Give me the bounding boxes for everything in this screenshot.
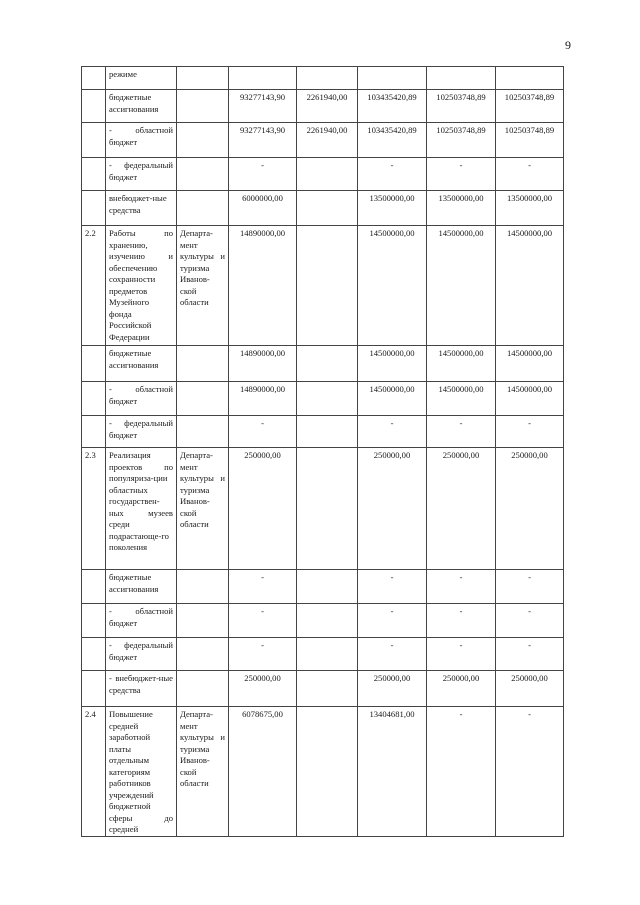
row-executor: [177, 671, 229, 707]
value-cell: 14500000,00: [496, 346, 564, 382]
row-executor: [177, 191, 229, 226]
value-cell: -: [229, 638, 297, 671]
row-number: 2.3: [82, 448, 106, 570]
value-cell: [297, 570, 358, 604]
value-cell: 13500000,00: [496, 191, 564, 226]
row-number: 2.4: [82, 707, 106, 837]
value-cell: -: [496, 707, 564, 837]
value-cell: 14500000,00: [358, 382, 427, 416]
value-cell: -: [229, 604, 297, 638]
row-description: внебюджет-ные средства: [106, 191, 177, 226]
table-row: [82, 448, 564, 570]
value-cell: 14500000,00: [358, 226, 427, 346]
value-cell: 250000,00: [496, 448, 564, 570]
value-cell: 93277143,90: [229, 123, 297, 158]
value-cell: 14500000,00: [496, 226, 564, 346]
budget-table: [81, 66, 564, 837]
table-row: [82, 346, 564, 382]
table-row: [82, 123, 564, 158]
value-cell: -: [496, 604, 564, 638]
table-row: [82, 671, 564, 707]
row-description: - внебюджет-ные средства: [106, 671, 177, 707]
budget-table-body: [82, 67, 564, 837]
value-cell: 250000,00: [496, 671, 564, 707]
row-description: - федеральный бюджет: [106, 416, 177, 448]
table-row: [82, 416, 564, 448]
row-description: режиме: [106, 67, 177, 90]
row-description: бюджетные ассигнования: [106, 90, 177, 123]
row-description: - федеральный бюджет: [106, 638, 177, 671]
value-cell: -: [358, 570, 427, 604]
value-cell: 14890000,00: [229, 382, 297, 416]
value-cell: [297, 158, 358, 191]
value-cell: 250000,00: [427, 671, 496, 707]
row-description: бюджетные ассигнования: [106, 346, 177, 382]
value-cell: -: [427, 416, 496, 448]
value-cell: 14500000,00: [496, 382, 564, 416]
row-number: [82, 638, 106, 671]
value-cell: [297, 448, 358, 570]
row-number: [82, 67, 106, 90]
row-executor: Департа-мент культуры и туризма Иванов-ской области: [177, 226, 229, 346]
row-description: бюджетные ассигнования: [106, 570, 177, 604]
value-cell: [297, 671, 358, 707]
row-description: - областной бюджет: [106, 123, 177, 158]
row-number: 2.2: [82, 226, 106, 346]
value-cell: -: [229, 158, 297, 191]
row-number: [82, 90, 106, 123]
value-cell: -: [496, 638, 564, 671]
row-executor: [177, 382, 229, 416]
value-cell: 6000000,00: [229, 191, 297, 226]
row-description: - областной бюджет: [106, 382, 177, 416]
value-cell: [297, 191, 358, 226]
value-cell: -: [427, 707, 496, 837]
value-cell: 14890000,00: [229, 346, 297, 382]
value-cell: -: [229, 570, 297, 604]
value-cell: 13404681,00: [358, 707, 427, 837]
row-executor: [177, 158, 229, 191]
row-number: [82, 671, 106, 707]
value-cell: 250000,00: [358, 671, 427, 707]
value-cell: 250000,00: [358, 448, 427, 570]
row-executor: Департа-мент культуры и туризма Иванов-ской области: [177, 707, 229, 837]
value-cell: -: [358, 158, 427, 191]
value-cell: 102503748,89: [496, 123, 564, 158]
value-cell: 93277143,90: [229, 90, 297, 123]
row-executor: [177, 570, 229, 604]
row-description: Реализация проектов по популяриза-ции областных государствен-ных музеев среди подрастающе-го поколения: [106, 448, 177, 570]
table-row: [82, 158, 564, 191]
value-cell: 102503748,89: [427, 123, 496, 158]
row-executor: [177, 416, 229, 448]
value-cell: 103435420,89: [358, 90, 427, 123]
value-cell: 14890000,00: [229, 226, 297, 346]
row-executor: [177, 604, 229, 638]
value-cell: 13500000,00: [358, 191, 427, 226]
value-cell: -: [427, 158, 496, 191]
value-cell: 102503748,89: [496, 90, 564, 123]
row-executor: [177, 67, 229, 90]
value-cell: 14500000,00: [427, 346, 496, 382]
table-row: [82, 226, 564, 346]
row-description: - федеральный бюджет: [106, 158, 177, 191]
row-number: [82, 604, 106, 638]
value-cell: [297, 604, 358, 638]
row-description: Повышение средней заработной платы отдельным категориям работников учреждений бюджетной сферы до средней: [106, 707, 177, 837]
value-cell: -: [427, 638, 496, 671]
value-cell: 250000,00: [229, 448, 297, 570]
value-cell: -: [496, 416, 564, 448]
value-cell: 2261940,00: [297, 90, 358, 123]
table-row: [82, 90, 564, 123]
table-row: [82, 382, 564, 416]
row-executor: [177, 90, 229, 123]
row-number: [82, 123, 106, 158]
value-cell: -: [358, 638, 427, 671]
table-row: [82, 638, 564, 671]
row-description: Работы по хранению, изучению и обеспечению сохранности предметов Музейного фонда Российской Федерации: [106, 226, 177, 346]
value-cell: [297, 226, 358, 346]
value-cell: 14500000,00: [427, 226, 496, 346]
table-row: [82, 604, 564, 638]
value-cell: 250000,00: [229, 671, 297, 707]
value-cell: 14500000,00: [427, 382, 496, 416]
table-row: [82, 191, 564, 226]
value-cell: -: [496, 158, 564, 191]
table-row: [82, 570, 564, 604]
value-cell: [358, 67, 427, 90]
row-number: [82, 570, 106, 604]
value-cell: 102503748,89: [427, 90, 496, 123]
value-cell: [427, 67, 496, 90]
value-cell: -: [427, 570, 496, 604]
value-cell: [297, 382, 358, 416]
value-cell: 6078675,00: [229, 707, 297, 837]
row-description: - областной бюджет: [106, 604, 177, 638]
value-cell: -: [358, 604, 427, 638]
row-executor: [177, 346, 229, 382]
value-cell: 14500000,00: [358, 346, 427, 382]
row-number: [82, 191, 106, 226]
value-cell: [229, 67, 297, 90]
value-cell: 13500000,00: [427, 191, 496, 226]
value-cell: [496, 67, 564, 90]
row-executor: Департа-мент культуры и туризма Иванов-ской области: [177, 448, 229, 570]
row-number: [82, 416, 106, 448]
value-cell: [297, 67, 358, 90]
value-cell: [297, 707, 358, 837]
row-executor: [177, 638, 229, 671]
value-cell: -: [496, 570, 564, 604]
value-cell: -: [229, 416, 297, 448]
row-number: [82, 346, 106, 382]
value-cell: -: [427, 604, 496, 638]
value-cell: 103435420,89: [358, 123, 427, 158]
table-row: [82, 707, 564, 837]
value-cell: 2261940,00: [297, 123, 358, 158]
value-cell: 250000,00: [427, 448, 496, 570]
row-number: [82, 158, 106, 191]
value-cell: [297, 346, 358, 382]
value-cell: [297, 638, 358, 671]
table-row: [82, 67, 564, 90]
page-number: 9: [565, 38, 571, 52]
value-cell: [297, 416, 358, 448]
row-number: [82, 382, 106, 416]
value-cell: -: [358, 416, 427, 448]
row-executor: [177, 123, 229, 158]
